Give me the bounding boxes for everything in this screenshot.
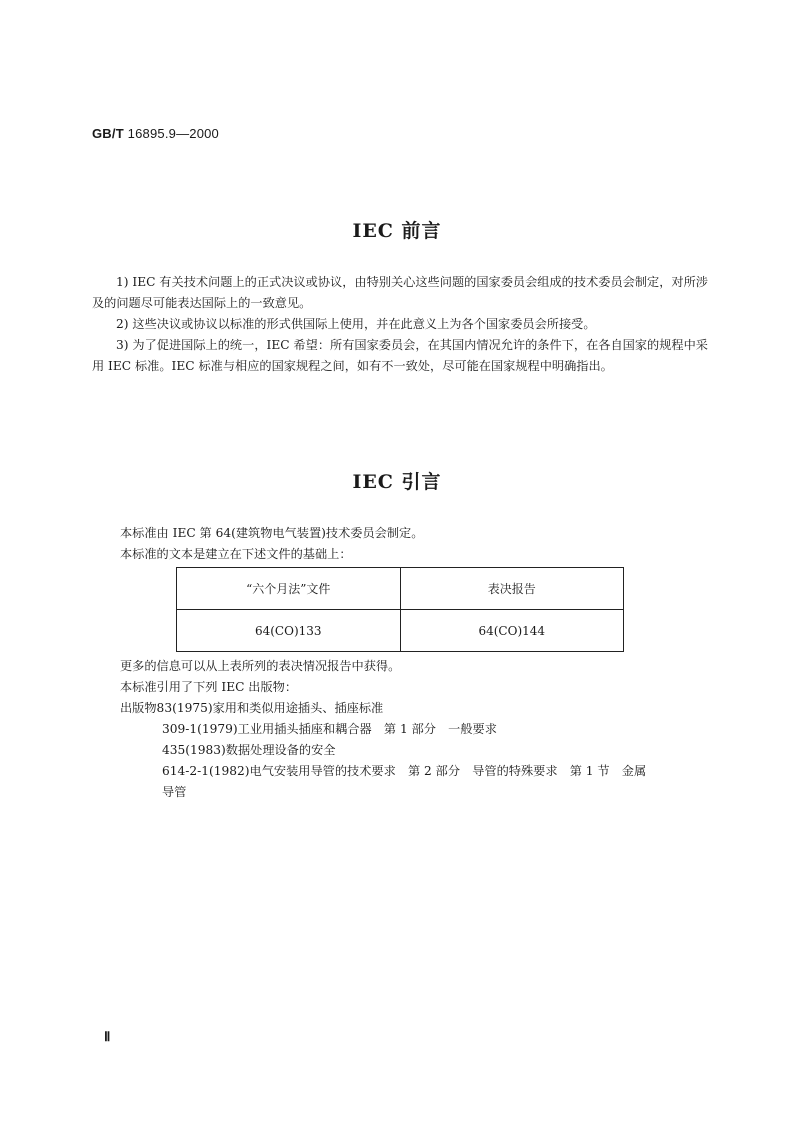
foreword-paragraph-2: 2) 这些决议或协议以标准的形式供国际上使用，并在此意义上为各个国家委员会所接受。 — [116, 317, 596, 331]
intro-line-more-info: 更多的信息可以从上表所列的表决情况报告中获得。 — [120, 659, 401, 673]
publication-item: 435(1983)数据处理设备的安全 — [162, 743, 336, 757]
introduction-title: IEC 引言 — [352, 471, 442, 493]
table-header-six-months: “六个月法”文件 — [177, 568, 401, 610]
publication-item: 出版物83(1975)家用和类似用途插头、插座标准 — [120, 701, 384, 715]
table-cell-six-months: 64(CO)133 — [177, 610, 401, 652]
intro-line-committee: 本标准由 IEC 第 64(建筑物电气装置)技术委员会制定。 — [120, 526, 424, 540]
standard-code — [92, 126, 219, 141]
foreword-title: IEC 前言 — [352, 220, 442, 242]
page-number: Ⅱ — [104, 1029, 111, 1044]
publication-item-continued: 导管 — [162, 785, 187, 799]
table-row — [177, 610, 624, 652]
documents-table — [176, 567, 624, 652]
standard-number: 16895.9—2000 — [127, 126, 219, 141]
table-header-row — [177, 568, 624, 610]
publication-item: 614-2-1(1982)电气安装用导管的技术要求 第 2 部分 导管的特殊要求 第 1 节 金属 — [162, 764, 647, 778]
table-cell-voting-report: 64(CO)144 — [400, 610, 624, 652]
foreword-paragraph-3: 3) 为了促进国际上的统一，IEC 希望：所有国家委员会，在其国内情况允许的条件下，在各自国家的规程中采用 IEC 标准。IEC 标准与相应的国家规程之间，如有不一致处，尽可能在国家规程中明确指出。 — [92, 338, 708, 373]
intro-line-references: 本标准引用了下列 IEC 出版物： — [120, 680, 298, 694]
foreword-paragraph-1: 1) IEC 有关技术问题上的正式决议或协议，由特别关心这些问题的国家委员会组成的技术委员会制定，对所涉及的问题尽可能表达国际上的一致意见。 — [92, 275, 708, 310]
publication-item: 309-1(1979)工业用插头插座和耦合器 第 1 部分 一般要求 — [162, 722, 497, 736]
intro-line-basis: 本标准的文本是建立在下述文件的基础上： — [120, 547, 352, 561]
standard-prefix: GB/T — [92, 126, 124, 141]
table-header-voting-report: 表决报告 — [400, 568, 624, 610]
